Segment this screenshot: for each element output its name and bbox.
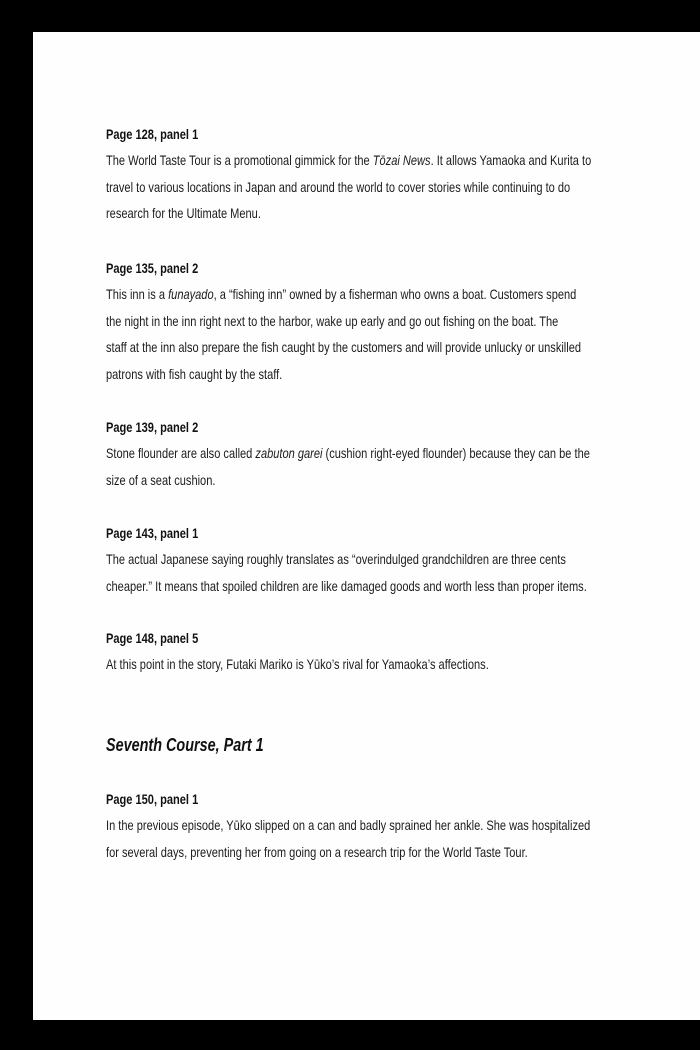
text-segment: (cushion right-eyed flounder) because they can be the bbox=[322, 445, 590, 462]
italic-term: zabuton garei bbox=[255, 445, 323, 462]
note-text-line bbox=[106, 839, 548, 865]
note-block bbox=[106, 414, 666, 493]
text-segment: This inn is a bbox=[106, 286, 169, 303]
note-heading: Page 148, panel 5 bbox=[106, 630, 199, 646]
text-segment: for several days, preventing her from going on a research trip for the World Taste Tour. bbox=[106, 843, 528, 860]
note-text-line bbox=[106, 147, 592, 173]
text-segment: Stone flounder are also called bbox=[106, 445, 256, 462]
note-text-line bbox=[106, 281, 577, 307]
note-block bbox=[106, 255, 666, 387]
note-text-line bbox=[106, 361, 548, 387]
text-segment: The World Taste Tour is a promotional gimmick for the bbox=[106, 152, 373, 169]
document-page bbox=[33, 32, 700, 1020]
text-segment: At this point in the story, Futaki Mariko is Yūko’s rival for Yamaoka’s affections. bbox=[106, 656, 489, 673]
text-segment: research for the Ultimate Menu. bbox=[106, 205, 261, 222]
note-text-line bbox=[106, 546, 566, 572]
text-segment: size of a seat cushion. bbox=[106, 471, 216, 488]
note-heading: Page 143, panel 1 bbox=[106, 525, 199, 541]
text-segment: patrons with fish caught by the staff. bbox=[106, 365, 283, 382]
note-block bbox=[106, 625, 666, 678]
note-heading: Page 150, panel 1 bbox=[106, 791, 199, 807]
note-heading: Page 135, panel 2 bbox=[106, 260, 199, 276]
note-block bbox=[106, 786, 666, 865]
text-segment: the night in the inn right next to the harbor, wake up early and go out fishing on the boat. The bbox=[106, 312, 559, 329]
note-heading: Page 139, panel 2 bbox=[106, 419, 199, 435]
note-text-line bbox=[106, 812, 591, 838]
note-text-line bbox=[106, 174, 571, 200]
text-segment: , a “fishing inn” owned by a fisherman who owns a boat. Customers spend bbox=[213, 286, 577, 303]
text-segment: In the previous episode, Yūko slipped on a can and badly sprained her ankle. She was hospitalized bbox=[106, 817, 591, 834]
section-title: Seventh Course, Part 1 bbox=[106, 735, 264, 755]
note-text-line bbox=[106, 200, 548, 226]
note-block bbox=[106, 121, 666, 227]
text-segment: . It allows Yamaoka and Kurita to bbox=[430, 152, 592, 169]
note-text-line bbox=[106, 334, 582, 360]
note-block bbox=[106, 520, 666, 599]
note-text-line bbox=[106, 573, 587, 599]
italic-term: Tōzai News bbox=[372, 152, 431, 169]
note-text-line bbox=[106, 440, 590, 466]
italic-term: funayado bbox=[168, 286, 214, 303]
note-heading: Page 128, panel 1 bbox=[106, 126, 199, 142]
text-segment: staff at the inn also prepare the fish caught by the customers and will provide unlucky or unskilled bbox=[106, 339, 582, 356]
text-segment: travel to various locations in Japan and around the world to cover stories while continuing to do bbox=[106, 178, 571, 195]
text-segment: cheaper.” It means that spoiled children are like damaged goods and worth less than proper items. bbox=[106, 577, 587, 594]
text-segment: The actual Japanese saying roughly translates as “overindulged grandchildren are three cents bbox=[106, 551, 566, 568]
note-text-line bbox=[106, 651, 548, 677]
note-text-line bbox=[106, 308, 559, 334]
note-text-line bbox=[106, 467, 548, 493]
